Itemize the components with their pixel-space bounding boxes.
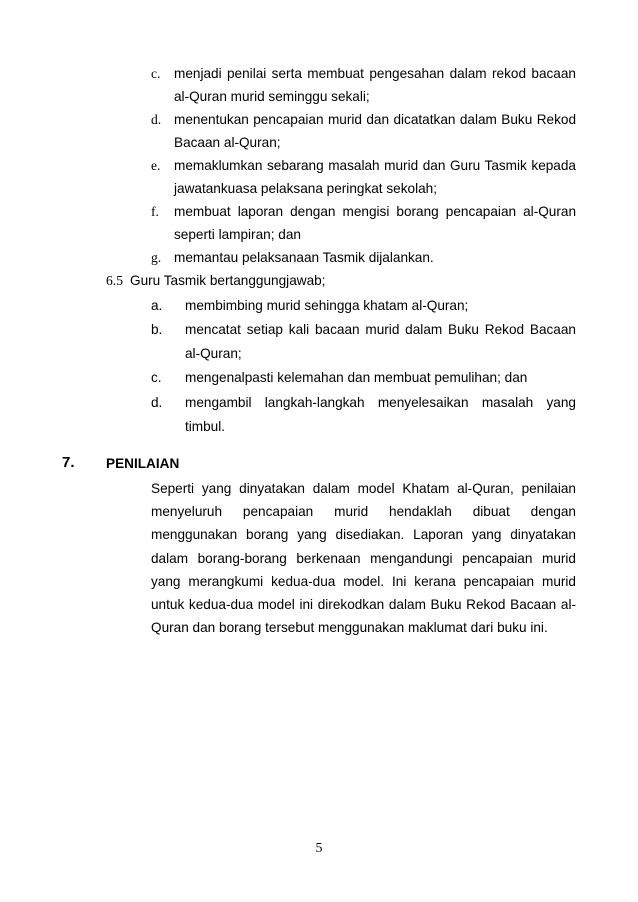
paragraph-line: Seperti yang dinyatakan dalam model Khatam al-Quran, penilaian <box>151 481 576 496</box>
paragraph-line: dalam borang-borang berkenaan mengandungi pencapaian murid <box>151 550 576 566</box>
list-item-line: memantau pelaksanaan Tasmik dijalankan. <box>174 250 434 265</box>
section-heading: PENILAIAN <box>106 456 180 471</box>
list-marker: d. <box>151 112 162 127</box>
list-item-line: menentukan pencapaian murid dan dicatatkan dalam Buku Rekod <box>174 112 576 127</box>
list-item-line: mengambil langkah-langkah menyelesaikan masalah yang <box>185 395 576 410</box>
list-item-line: timbul. <box>185 419 226 434</box>
list-item-line: memaklumkan sebarang masalah murid dan Guru Tasmik kepada <box>174 158 576 173</box>
section-number: 6.5 <box>106 273 123 288</box>
paragraph-line: Quran dan borang tersebut menggunakan maklumat dari buku ini. <box>151 620 548 636</box>
list-marker: c. <box>151 66 161 81</box>
list-item-line: mencatat setiap kali bacaan murid dalam Buku Rekod Bacaan <box>185 322 576 337</box>
list-marker: f. <box>151 204 159 219</box>
paragraph-line: untuk kedua-dua model ini direkodkan dalam Buku Rekod Bacaan al- <box>151 597 576 613</box>
list-marker: e. <box>151 158 161 173</box>
list-item-line: membimbing murid sehingga khatam al-Quran; <box>185 298 469 313</box>
section-title: Guru Tasmik bertanggungjawab; <box>130 273 326 288</box>
list-marker: d. <box>151 395 163 410</box>
paragraph-line: yang merangkumi kedua-dua model. Ini kerana pencapaian murid <box>151 573 576 589</box>
list-item-line: al-Quran; <box>185 346 242 361</box>
list-item-line: menjadi penilai serta membuat pengesahan dalam rekod bacaan <box>174 66 576 81</box>
section-number: 7. <box>62 454 75 471</box>
list-item-line: jawatankuasa pelaksana peringkat sekolah; <box>174 181 437 196</box>
paragraph-line: menyeluruh pencapaian murid hendaklah dibuat dengan <box>151 504 576 520</box>
list-marker: b. <box>151 322 163 337</box>
page-number: 5 <box>315 841 323 856</box>
paragraph-line: menggunakan borang yang disediakan. Laporan yang dinyatakan <box>151 527 576 543</box>
list-marker: a. <box>151 298 163 313</box>
list-item-line: seperti lampiran; dan <box>174 227 301 242</box>
section-paragraph <box>151 477 576 639</box>
list-marker: g. <box>151 250 162 265</box>
list-marker: c. <box>151 370 162 385</box>
list-item-line: membuat laporan dengan mengisi borang pencapaian al-Quran <box>174 204 576 219</box>
list-item-line: Bacaan al-Quran; <box>174 135 281 150</box>
list-item-line: mengenalpasti kelemahan dan membuat pemulihan; dan <box>185 370 528 385</box>
list-item-line: al-Quran murid seminggu sekali; <box>174 89 370 104</box>
